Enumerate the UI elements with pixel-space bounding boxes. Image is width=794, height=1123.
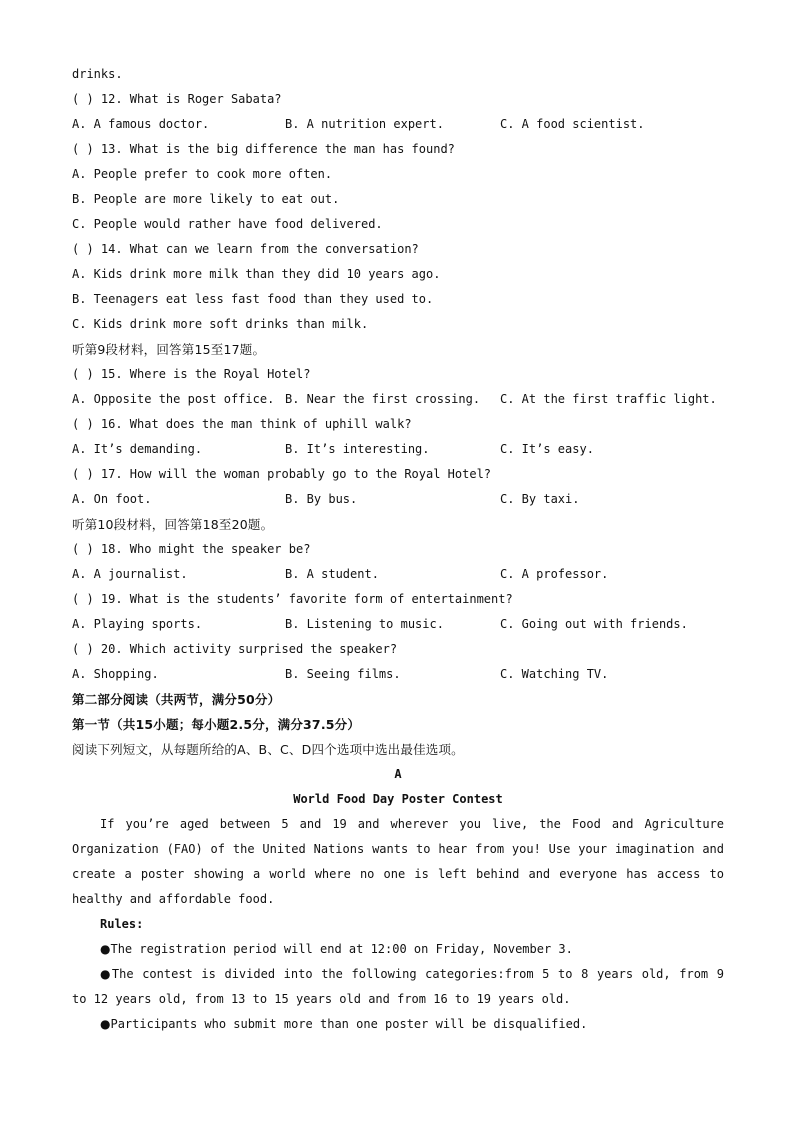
question-20: ( ) 20. Which activity surprised the speaker? <box>72 642 398 656</box>
section-1-title: 第一节（共15小题；每小题2.5分，满分37.5分） <box>72 717 361 732</box>
rule-item <box>72 1012 724 1037</box>
option-13-b: B. People are more likely to eat out. <box>72 192 340 206</box>
option-20-b: B. Seeing films. <box>285 667 401 681</box>
options-16 <box>72 437 724 462</box>
option-12-c: C. A food scientist. <box>500 117 645 131</box>
option-14-c: C. Kids drink more soft drinks than milk. <box>72 317 369 331</box>
option-20-c: C. Watching TV. <box>500 667 609 681</box>
question-17: ( ) 17. How will the woman probably go to the Royal Hotel? <box>72 467 492 481</box>
question-13: ( ) 13. What is the big difference the man has found? <box>72 142 455 156</box>
options-20 <box>72 662 724 687</box>
part-2-title: 第二部分阅读（共两节，满分50分） <box>72 692 281 707</box>
option-20-a: A. Shopping. <box>72 667 159 681</box>
option-12-b: B. A nutrition expert. <box>285 117 444 131</box>
rule-item <box>72 962 724 1012</box>
section-10-heading: 听第10段材料，回答第18至20题。 <box>72 517 274 532</box>
rule-text: Participants who submit more than one poster will be disqualified. <box>110 1017 588 1031</box>
question-12: ( ) 12. What is Roger Sabata? <box>72 92 282 106</box>
option-15-a: A. Opposite the post office. <box>72 392 275 406</box>
option-18-a: A. A journalist. <box>72 567 188 581</box>
option-19-a: A. Playing sports. <box>72 617 203 631</box>
option-18-c: C. A professor. <box>500 567 609 581</box>
question-14: ( ) 14. What can we learn from the conversation? <box>72 242 419 256</box>
option-17-c: C. By taxi. <box>500 492 580 506</box>
options-15 <box>72 387 724 412</box>
rules-heading: Rules: <box>100 917 144 931</box>
option-13-a: A. People prefer to cook more often. <box>72 167 333 181</box>
question-18: ( ) 18. Who might the speaker be? <box>72 542 311 556</box>
bullet-icon: ● <box>100 1017 111 1031</box>
options-17 <box>72 487 724 512</box>
intro-tail: drinks. <box>72 67 123 81</box>
option-16-c: C. It’s easy. <box>500 442 594 456</box>
option-17-a: A. On foot. <box>72 492 152 506</box>
bullet-icon: ● <box>100 942 111 956</box>
rule-item <box>72 937 724 962</box>
option-17-b: B. By bus. <box>285 492 358 506</box>
option-19-b: B. Listening to music. <box>285 617 444 631</box>
option-19-c: C. Going out with friends. <box>500 617 688 631</box>
question-15: ( ) 15. Where is the Royal Hotel? <box>72 367 311 381</box>
question-19: ( ) 19. What is the students’ favorite form of entertainment? <box>72 592 513 606</box>
bullet-icon: ● <box>100 967 112 981</box>
options-18 <box>72 562 724 587</box>
rule-text: The contest is divided into the following categories:from 5 to 8 years old, from 9 to 12 years old, from 13 to 15 years old and from 16 to 19 years old. <box>72 967 724 1006</box>
option-15-b: B. Near the first crossing. <box>285 392 481 406</box>
option-18-b: B. A student. <box>285 567 379 581</box>
passage-paragraph: If you’re aged between 5 and 19 and wherever you live, the Food and Agriculture Organization (FAO) of the United Nations wants to hear from you! Use your imagination and create a poster showing a world where no one is left behind and everyone has access to healthy and affordable food. <box>72 817 724 906</box>
question-16: ( ) 16. What does the man think of uphill walk? <box>72 417 412 431</box>
option-15-c: C. At the first traffic light. <box>500 392 717 406</box>
passage-title: World Food Day Poster Contest <box>293 792 503 806</box>
options-12 <box>72 112 724 137</box>
exam-page <box>72 62 724 1037</box>
option-16-b: B. It’s interesting. <box>285 442 430 456</box>
option-16-a: A. It’s demanding. <box>72 442 203 456</box>
option-13-c: C. People would rather have food delivered. <box>72 217 383 231</box>
option-12-a: A. A famous doctor. <box>72 117 210 131</box>
passage-letter: A <box>394 767 402 781</box>
options-19 <box>72 612 724 637</box>
section-9-heading: 听第9段材料，回答第15至17题。 <box>72 342 266 357</box>
option-14-b: B. Teenagers eat less fast food than they used to. <box>72 292 434 306</box>
rule-text: The registration period will end at 12:00 on Friday, November 3. <box>110 942 573 956</box>
option-14-a: A. Kids drink more milk than they did 10 years ago. <box>72 267 441 281</box>
reading-instruction: 阅读下列短文，从每题所给的A、B、C、D四个选项中选出最佳选项。 <box>72 742 464 757</box>
